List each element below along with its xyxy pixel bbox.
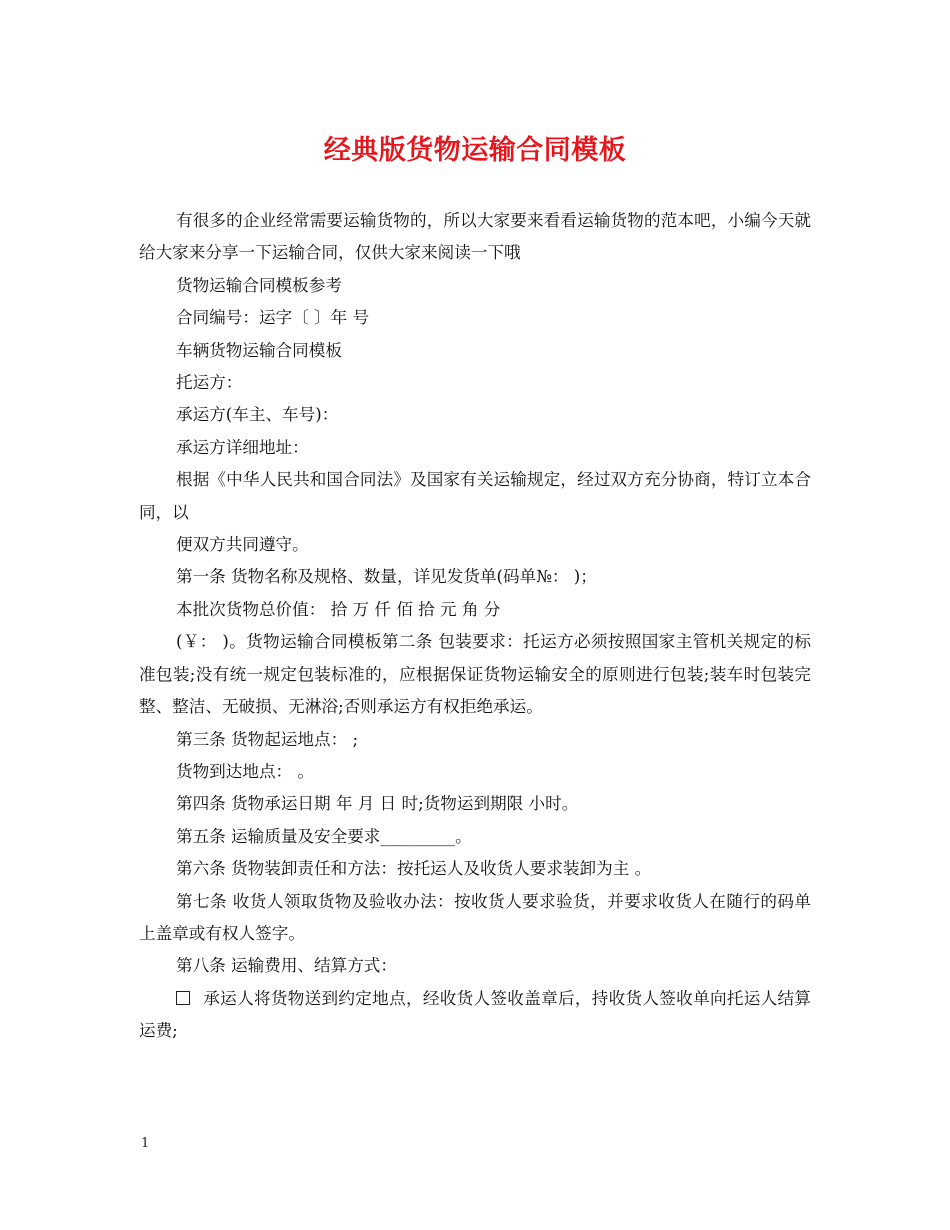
carrier-line: 承运方(车主、车号)：	[176, 405, 339, 425]
settlement-option	[139, 983, 811, 1048]
template-reference-line: 货物运输合同模板参考	[176, 275, 342, 295]
page-number: 1	[141, 1136, 150, 1151]
article-1: 第一条 货物名称及规格、数量，详见发货单(码单№： )；	[176, 567, 597, 587]
carrier-address-line: 承运方详细地址：	[176, 437, 309, 457]
document-body	[139, 205, 811, 1048]
article-4-dates: 第四条 货物承运日期 年 月 日 时;货物运到期限 小时。	[176, 794, 579, 814]
article-5-quality: 第五条 运输质量及安全要求_________。	[176, 826, 472, 846]
total-value-line: 本批次货物总价值： 拾 万 仟 佰 拾 元 角 分	[176, 599, 501, 619]
shipper-line: 托运方：	[176, 373, 243, 393]
legal-basis-continuation: 便双方共同遵守。	[176, 535, 309, 555]
article-7-receiving: 第七条 收货人领取货物及验收办法：按收货人要求验货，并要求收货人在随行的码单上盖章或有权人签字。	[139, 891, 811, 943]
contract-number-line: 合同编号：运字〔 〕年 号	[176, 308, 370, 328]
article-2-packaging: (￥： )。货物运输合同模板第二条 包装要求：托运方必须按照国家主管机关规定的标准包装;没有统一规定包装标准的，应根据保证货物运输安全的原则进行包装;装车时包装完整、整洁、无破损、无淋浴;否则承运方有权拒绝承运。	[139, 632, 811, 717]
legal-basis-paragraph: 根据《中华人民共和国合同法》及国家有关运输规定，经过双方充分协商，特订立本合同，以	[139, 470, 811, 522]
article-8-fees: 第八条 运输费用、结算方式：	[176, 956, 397, 976]
intro-paragraph: 有很多的企业经常需要运输货物的，所以大家要来看看运输货物的范本吧，小编今天就给大家来分享一下运输合同，仅供大家来阅读一下哦	[139, 211, 811, 263]
contract-subtitle: 车辆货物运输合同模板	[176, 340, 342, 360]
article-3-origin: 第三条 货物起运地点： ;	[176, 729, 359, 749]
document-title: 经典版货物运输合同模板	[323, 135, 627, 166]
settlement-option-text: 承运人将货物送到约定地点，经收货人签收盖章后，持收货人签收单向托运人结算运费;	[139, 988, 811, 1041]
checkbox-icon[interactable]	[176, 991, 190, 1005]
destination-line: 货物到达地点： 。	[176, 761, 315, 781]
article-6-loading: 第六条 货物装卸责任和方法：按托运人及收货人要求装卸为主 。	[176, 859, 652, 879]
